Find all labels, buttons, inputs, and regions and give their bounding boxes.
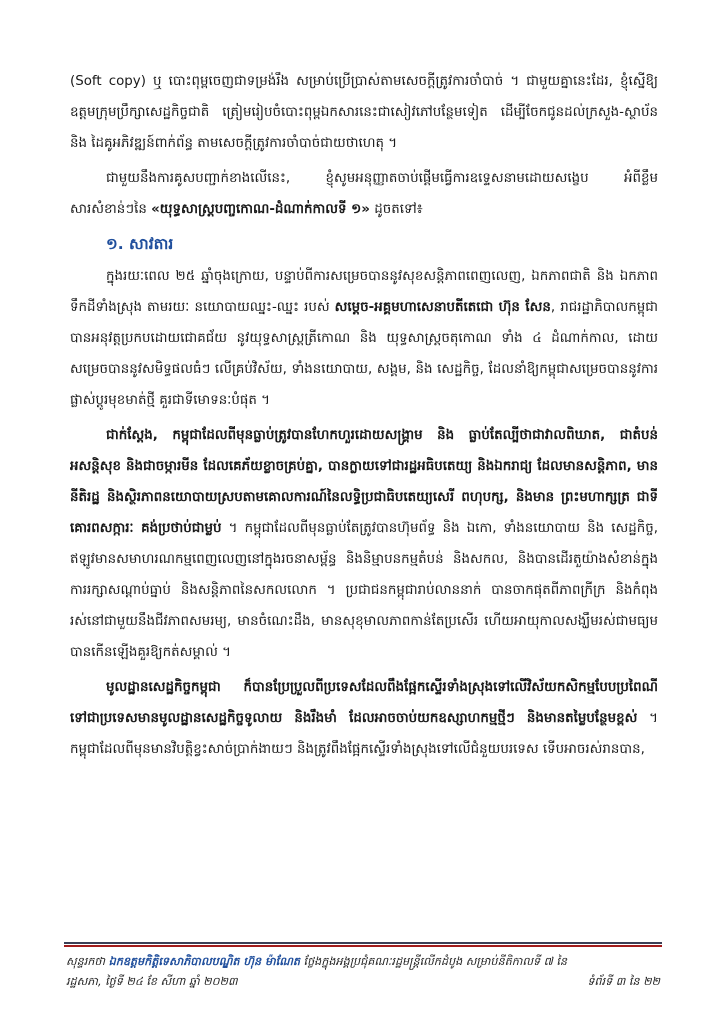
- paragraph-text: (Soft copy) ឬ បោះពុម្ពចេញជាទម្រង់រឹង សម្រាប់ប្រើប្រាស់តាមសេចក្តីត្រូវការចាំបាច់ ។ ជាមួយគ្នានេះដែរ, ខ្ញុំស្នើឱ្យឧត្តមក្រុមប្រឹក្សាសេដ្ឋកិច្ចជាតិ ត្រៀមរៀបចំបោះពុម្ពឯកសារនេះជាសៀវភៅបន្ថែមទៀត ដើម្បីចែកជូនដល់ក្រសួង-ស្ថាប័ន និង ដៃគូអភិវឌ្ឍន៍ពាក់ព័ន្ធ តាមសេចក្តីត្រូវការចាំបាច់ជាយថាហេតុ ។: [70, 74, 658, 151]
- footer-date: រដ្ឋសភា, ថ្ងៃទី ២៤ ខែ សីហា ឆ្នាំ ២០២៣: [66, 975, 238, 988]
- footer-prefix: សុន្ទរកថា: [66, 955, 106, 968]
- paragraph-text: ជាមួយនឹងការគូសបញ្ជាក់ខាងលើនេះ, ខ្ញុំសូមអនុញ្ញាតចាប់ផ្តើមធ្វើការឧទ្ទេសនាមដោយសង្ខេប អំពីខ្លឹមសារសំខាន់ៗនៃ: [70, 171, 658, 217]
- king-title: ព្រះមហាក្សត្រ: [561, 490, 630, 505]
- footer-event: ថ្លែងក្នុងអង្គប្រជុំគណៈរដ្ឋមន្ត្រីលើកដំបូង សម្រាប់នីតិកាលទី ៧ នៃ: [303, 955, 568, 968]
- footer-divider-accent: [64, 945, 662, 947]
- emphasis-text: មូលដ្ឋានសេដ្ឋកិច្ចកម្ពុជា ក៏បានប្រែប្រួលពីប្រទេសដែលពឹងផ្អែកស្ទើរទាំងស្រុងទៅលើវិស័យកសិកម្មបែបប្រពៃណី ទៅជាប្រទេសមានមូលដ្ឋានសេដ្ឋកិច្ចទូលាយ និងរឹងមាំ ដែលអាចចាប់យកឧស្សាហកម្មថ្មីៗ និងមានតម្លៃបន្ថែមខ្ពស់: [70, 680, 658, 726]
- paragraph-background: [70, 261, 658, 416]
- footer-speaker: ឯកឧត្តមកិត្តិទេសាភិបាលបណ្ឌិត ហ៊ុន ម៉ាណែត: [108, 955, 300, 968]
- footer-divider: [64, 942, 662, 944]
- paragraph-text: ក្នុងរយៈពេល ២៥ ឆ្នាំចុងក្រោយ, បន្ទាប់ពីការសម្រេចបាននូវសុខសន្តិភាពពេញលេញ, ឯកភាពជាតិ និង ឯកភាពទឹកដីទាំងស្រុង តាមរយៈ នយោបាយឈ្នះ-ឈ្នះ របស់: [70, 269, 658, 315]
- page-footer: [66, 952, 660, 992]
- paragraph-text: ។ កម្ពុជាដែលពីមុនធ្លាប់តែត្រូវបានហ៊ុមព័ទ្ធ និង ឯកោ, ទាំងនយោបាយ និង សេដ្ឋកិច្ច, ឥឡូវមានសមាហរណកម្មពេញលេញនៅក្នុងរចនាសម្ព័ន្ធ និងនិម្មាបនកម្មតំបន់ និងសកល, និងបានដើរតួយ៉ាងសំខាន់ក្នុងការរក្សាសណ្តាប់ធ្នាប់ និងសន្តិភាពនៃសកលលោក ។ ប្រជាជនកម្ពុជារាប់លាននាក់ បានចាកផុតពីភាពក្រីក្រ និងកំពុងរស់នៅជាមួយនឹងជីវភាពសមរម្យ, មានចំណេះដឹង, មានសុខុមាលភាពកាន់តែប្រសើរ ហើយអាយុកាលសង្ឃឹមរស់ជាមធ្យម បានកើនឡើងគួរឱ្យកត់សម្គាល់ ។: [70, 521, 658, 660]
- paragraph-text: ដូចតទៅ៖: [374, 202, 423, 217]
- footer-line-2: [66, 972, 660, 992]
- paragraph-text: ។ កម្ពុជាដែលពីមុនមានវិបត្តិខ្វះសាច់ប្រាក់ងាយៗ និងត្រូវពឹងផ្អែកស្ទើរទាំងស្រុងទៅលើជំនួយបរទេស ទើបអាចរស់រានបាន,: [70, 711, 658, 757]
- section-heading: ១. សាវតារ: [106, 235, 174, 253]
- document-body: [70, 66, 658, 769]
- paragraph-transformation: [70, 420, 658, 668]
- paragraph-text: , រាជរដ្ឋាភិបាលកម្ពុជាបានអនុវត្តប្រកបដោយជោគជ័យ នូវយុទ្ធសាស្ត្រត្រីកោណ និង យុទ្ធសាស្ត្រចតុកោណ ទាំង ៤ ដំណាក់កាល, ដោយសម្រេចបាននូវសមិទ្ធផលធំៗ លើគ្រប់វិស័យ, ទាំងនយោបាយ, សង្គម, និង សេដ្ឋកិច្ច, ដែលនាំឱ្យកម្ពុជាសម្រេចបាននូវការផ្លាស់ប្តូរមុខមាត់ថ្មី គួរជាទីមោទនៈបំផុត ។: [70, 300, 658, 408]
- paragraph-outline: [70, 163, 658, 225]
- emphasis-text: ជាក់ស្តែង, កម្ពុជាដែលពីមុនធ្លាប់ត្រូវបានហែកហួរដោយសង្គ្រាម និង ធ្លាប់តែល្បីថាជាវាលពិឃាត, ជាតំបន់អសន្តិសុខ និងជាចម្ការមីន ដែលគេភ័យខ្លាចគ្រប់គ្នា, បានក្លាយទៅជារដ្ឋអធិបតេយ្យ និងឯករាជ្យ ដែលមានសន្តិភាព, មាននីតិរដ្ឋ និងស្ថិរភាពនយោបាយស្របតាមគោលការណ៍នៃលទ្ធិប្រជាធិបតេយ្យសេរី ពហុបក្ស, និងមាន: [70, 428, 658, 505]
- paragraph-intro: [70, 66, 658, 159]
- paragraph-economy: [70, 672, 658, 765]
- emphasis-text: ជាទីគោរពសក្ការៈ គង់ប្រថាប់ជាម្លប់: [70, 490, 658, 536]
- leader-name: សម្តេច-អគ្គមហាសេនាបតីតេជោ ហ៊ុន សែន: [334, 300, 551, 315]
- footer-line-1: [66, 952, 660, 972]
- page-number: ទំព័រទី ៣ នៃ ២២: [587, 975, 660, 988]
- strategy-title: «យុទ្ធសាស្ត្របញ្ចកោណ-ដំណាក់កាលទី ១»: [151, 202, 370, 217]
